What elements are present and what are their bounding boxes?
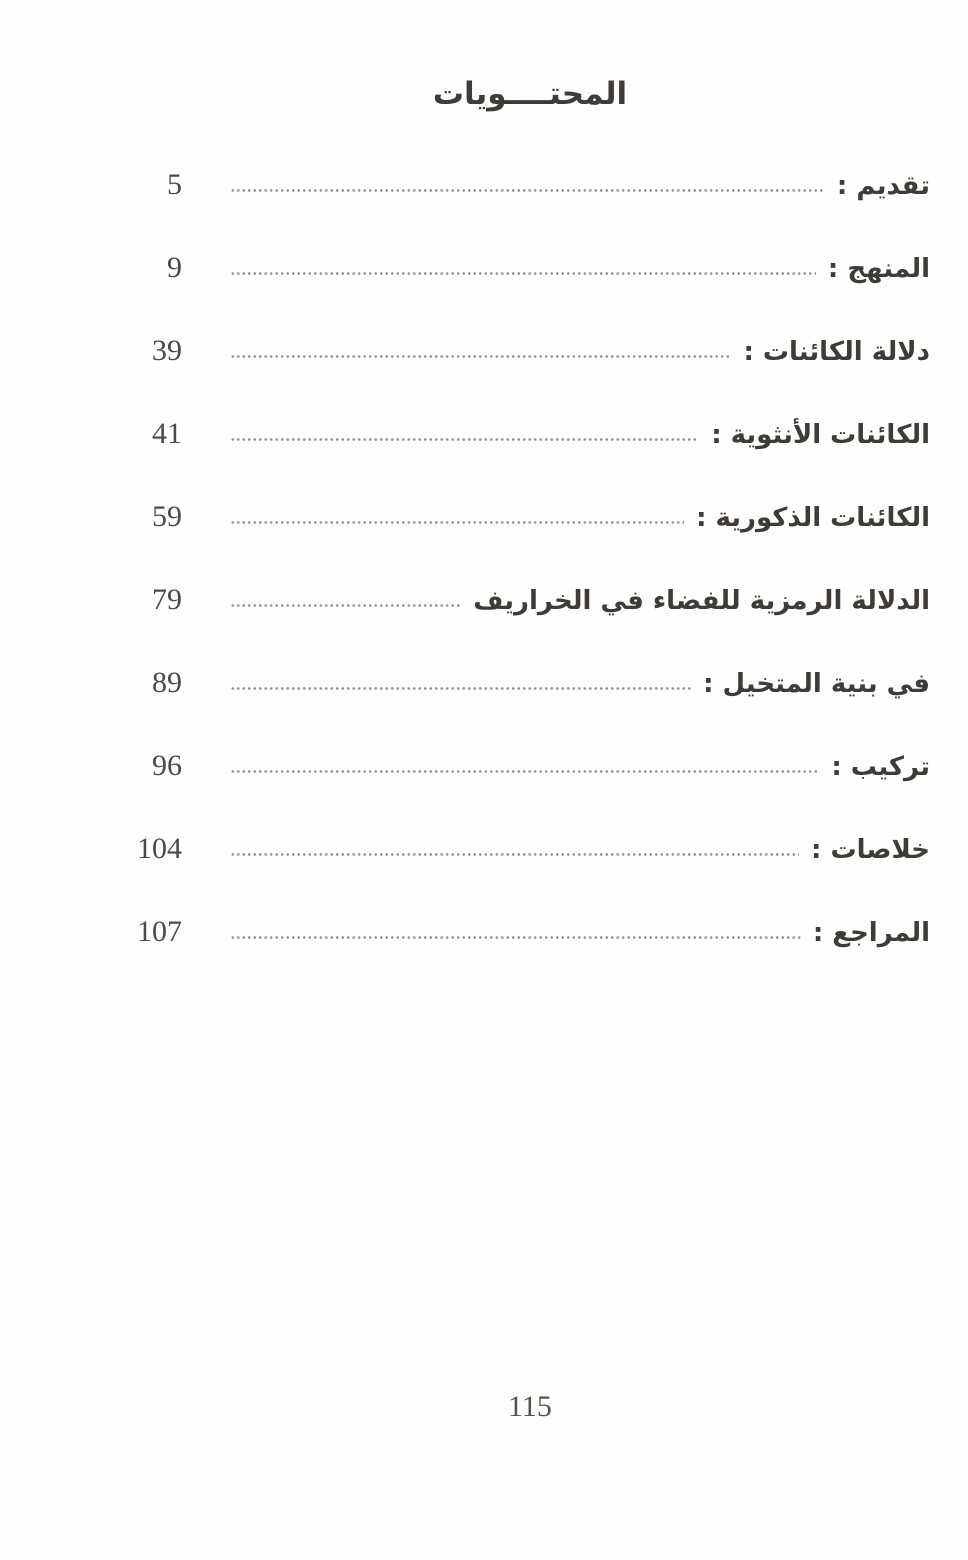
toc-entry (130, 583, 930, 621)
toc-entry-label: خلاصات : (811, 835, 930, 865)
toc-entry (130, 749, 930, 787)
toc-entry-label: الكائنات الأنثوية : (711, 420, 930, 450)
toc-entry-label: تركيب : (831, 752, 930, 782)
toc-entry-label: الكائنات الذكورية : (696, 503, 930, 533)
toc-entry-page: 104 (137, 832, 182, 865)
toc-entry-page: 41 (152, 417, 182, 450)
toc-entry-page: 39 (152, 334, 182, 367)
folio-page-number: 115 (508, 1390, 552, 1423)
toc-list (130, 168, 930, 998)
toc-entry-page: 5 (167, 168, 182, 201)
dotted-leader (230, 353, 731, 360)
toc-entry (130, 832, 930, 870)
toc-entry-label: دلالة الكائنات : (743, 337, 930, 367)
toc-entry-label: المراجع : (812, 918, 930, 948)
dotted-leader (230, 851, 799, 858)
toc-entry-label: الدلالة الرمزية للفضاء في الخراريف (473, 586, 930, 616)
dotted-leader (230, 519, 684, 526)
toc-entry-page: 9 (167, 251, 182, 284)
toc-entry (130, 334, 930, 372)
toc-entry-page: 79 (152, 583, 182, 616)
toc-entry (130, 915, 930, 953)
toc-entry-page: 89 (152, 666, 182, 699)
dotted-leader (230, 768, 819, 775)
toc-entry (130, 417, 930, 455)
toc-entry (130, 500, 930, 538)
toc-entry-page: 96 (152, 749, 182, 782)
toc-entry-label: تقديم : (836, 171, 930, 201)
dotted-leader (230, 602, 461, 609)
page-title: المحتــــويات (432, 76, 628, 112)
toc-entry (130, 251, 930, 289)
toc-entry-page: 59 (152, 500, 182, 533)
dotted-leader (230, 685, 691, 692)
toc-entry-label: في بنية المتخيل : (703, 669, 930, 699)
dotted-leader (230, 436, 699, 443)
dotted-leader (230, 934, 801, 941)
dotted-leader (230, 187, 825, 194)
toc-entry-label: المنهج : (827, 254, 930, 284)
toc-entry (130, 666, 930, 704)
toc-entry-page: 107 (137, 915, 182, 948)
dotted-leader (230, 270, 816, 277)
toc-entry (130, 168, 930, 206)
